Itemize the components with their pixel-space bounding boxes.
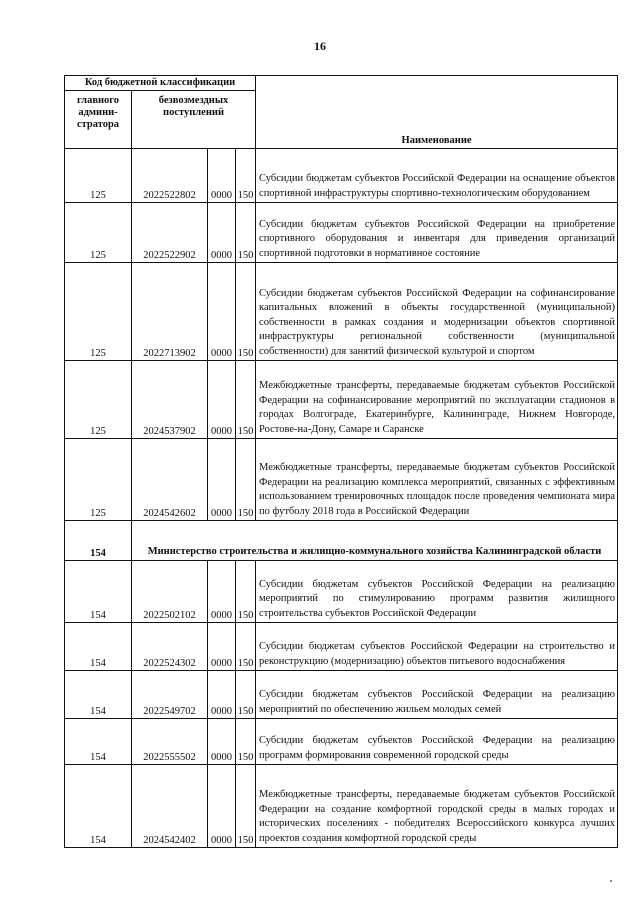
admin-code: 154 [65,671,132,719]
class-code: 150 [236,719,256,765]
revenue-code: 2022522902 [132,203,208,263]
admin-code: 125 [65,439,132,521]
revenue-code: 2024542602 [132,439,208,521]
department-code: 154 [65,521,132,561]
revenue-code: 2022555502 [132,719,208,765]
table-row [65,719,618,765]
revenue-code: 2022549702 [132,671,208,719]
admin-code: 154 [65,719,132,765]
table-row [65,439,618,521]
revenue-code: 2022502102 [132,561,208,623]
row-name: Межбюджетные трансферты, передаваемые бюджетам субъектов Российской Федерации на софинансирование мероприятий по эксплуатации стадионов в городах Волгограде, Екатеринбурге, Калининграде, Нижнем Новгороде, Ростове-на-Дону, Самаре и Саранске [256,361,618,439]
table-row [65,203,618,263]
admin-code: 154 [65,623,132,671]
table-row [65,765,618,848]
admin-code: 125 [65,361,132,439]
table-header-row [65,76,618,91]
header-revenue [132,91,256,149]
class-code: 150 [236,765,256,848]
revenue-code: 2022522802 [132,149,208,203]
department-row [65,521,618,561]
table-row [65,671,618,719]
row-name: Субсидии бюджетам субъектов Российской Федерации на оснащение объектов спортивной инфраструктуры спортивно-технологическим оборудованием [256,149,618,203]
subtype-code: 0000 [208,149,236,203]
admin-code: 125 [65,149,132,203]
row-name: Субсидии бюджетам субъектов Российской Федерации на реализацию программ формирования современной городской среды [256,719,618,765]
table-row [65,149,618,203]
subtype-code: 0000 [208,561,236,623]
class-code: 150 [236,439,256,521]
row-name: Субсидии бюджетам субъектов Российской Федерации на софинансирование капитальных вложений в объекты государственной (муниципальной) собственности в рамках создания и модернизации объектов спортивной инфраструктуры региональной собственности (муниципальной собственности) для занятий физической культурой и спортом [256,263,618,361]
class-code: 150 [236,203,256,263]
row-name: Субсидии бюджетам субъектов Российской Федерации на реализацию мероприятий по стимулированию программ развития жилищного строительства субъектов Российской Федерации [256,561,618,623]
admin-code: 125 [65,263,132,361]
subtype-code: 0000 [208,263,236,361]
row-name: Субсидии бюджетам субъектов Российской Федерации на реализацию мероприятий по обеспечению жильем молодых семей [256,671,618,719]
subtype-code: 0000 [208,623,236,671]
table-row [65,561,618,623]
row-name: Межбюджетные трансферты, передаваемые бюджетам субъектов Российской Федерации на реализацию комплекса мероприятий, связанных с эффективным использованием тренировочных площадок после проведения чемпионата мира по футболу 2018 года в Российской Федерации [256,439,618,521]
revenue-code: 2024542402 [132,765,208,848]
class-code: 150 [236,623,256,671]
revenue-code: 2024537902 [132,361,208,439]
subtype-code: 0000 [208,203,236,263]
revenue-code: 2022524302 [132,623,208,671]
subtype-code: 0000 [208,671,236,719]
admin-code: 154 [65,561,132,623]
class-code: 150 [236,149,256,203]
table-row [65,623,618,671]
budget-classification-table [64,75,618,848]
header-budget-code-group: Код бюджетной классификации [65,76,256,91]
class-code: 150 [236,671,256,719]
subtype-code: 0000 [208,719,236,765]
table-row [65,361,618,439]
department-name: Министерство строительства и жилищно-коммунального хозяйства Калининградской области [132,521,618,561]
page-number: 16 [314,39,326,53]
class-code: 150 [236,361,256,439]
header-admin-label: главного админи-стратора [76,95,120,130]
row-name: Субсидии бюджетам субъектов Российской Федерации на строительство и реконструкцию (модернизацию) объектов питьевого водоснабжения [256,623,618,671]
scan-artifact-dot [610,880,612,882]
admin-code: 125 [65,203,132,263]
subtype-code: 0000 [208,439,236,521]
table-row [65,263,618,361]
header-revenue-label: безвозмездных поступлений [158,95,229,118]
class-code: 150 [236,263,256,361]
row-name: Межбюджетные трансферты, передаваемые бюджетам субъектов Российской Федерации на создание комфортной городской среды в малых городах и исторических поселениях - победителях Всероссийского конкурса лучших проектов создания комфортной городской среды [256,765,618,848]
subtype-code: 0000 [208,361,236,439]
revenue-code: 2022713902 [132,263,208,361]
header-name: Наименование [256,76,618,149]
row-name: Субсидии бюджетам субъектов Российской Федерации на приобретение спортивного оборудования и инвентаря для приведения организаций спортивной подготовки в нормативное состояние [256,203,618,263]
class-code: 150 [236,561,256,623]
admin-code: 154 [65,765,132,848]
subtype-code: 0000 [208,765,236,848]
header-admin [65,91,132,149]
